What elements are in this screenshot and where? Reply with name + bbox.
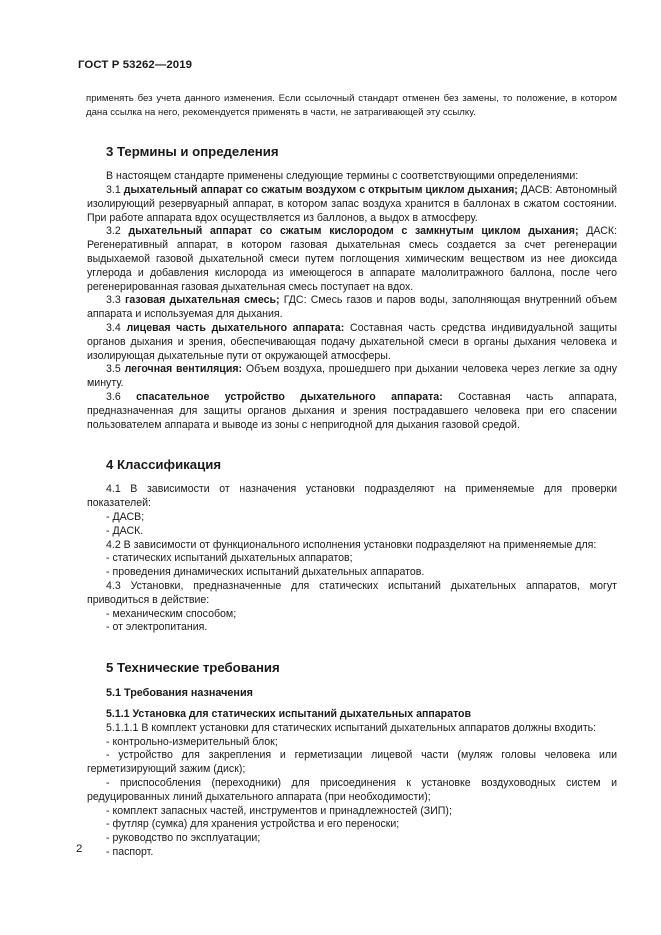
- term-name: дыхательный аппарат со сжатым кислородом с замкнутым циклом дыхания;: [128, 225, 579, 238]
- term-name: лицевая часть дыхательного аппарата:: [126, 321, 345, 334]
- page-content: [87, 92, 617, 860]
- term-definition: Объем воздуха, прошедшего при дыхании человека через легкие за одну минуту.: [87, 363, 617, 390]
- standard-id-header: ГОСТ Р 53262—2019: [78, 59, 193, 71]
- list-item: - ДАСВ;: [106, 510, 145, 523]
- subsection-5-1-1-title: 5.1.1 Установка для статических испытаний дыхательных аппаратов: [106, 708, 472, 721]
- section-3-title: 3 Термины и определения: [106, 144, 279, 160]
- term-name: газовая дыхательная смесь;: [124, 294, 280, 307]
- list-item: - устройство для закрепления и герметизации лицевой части (муляж головы человека или герметизирующий зажим (диск);: [87, 749, 617, 776]
- list-item: - механическим способом;: [106, 607, 237, 620]
- list-item: - паспорт.: [106, 846, 154, 859]
- term-definition: ГДС: Смесь газов и паров воды, заполняющая внутренний объем аппарата и используемая для дыхания.: [87, 294, 617, 321]
- term-definition: Составная часть аппарата, предназначенная для защиты органов дыхания и зрения пострадавшего человека при его спасении пользователем аппарата и выводе из зоны с непригодной для дыхания газовой средой.: [87, 390, 618, 431]
- clause-5-1-1-1: 5.1.1.1 В комплект установки для статических испытаний дыхательных аппаратов должны входить:: [106, 721, 597, 734]
- term-name: дыхательный аппарат со сжатым воздухом с открытым циклом дыхания;: [123, 183, 518, 196]
- term-3-4: 3.4 лицевая часть дыхательного аппарата: Составная часть средства индивидуальной защиты органов дыхания и зрения, обеспечивающая подачу дыхательной смеси в органы дыхания человека и изолирующая дыхательные пути от окружающей атмосферы.: [87, 321, 617, 362]
- list-item: - статических испытаний дыхательных аппаратов;: [106, 552, 353, 565]
- term-3-6: 3.6 спасательное устройство дыхательного аппарата: Составная часть аппарата, предназначенная для защиты органов дыхания и зрения пострадавшего человека при его спасении пользователем аппарата и выводе из зоны с непригодной для дыхания газовой средой.: [87, 390, 618, 431]
- list-item: - от электропитания.: [106, 621, 208, 634]
- intro-paragraph: применять без учета данного изменения. Если ссылочный стандарт отменен без замены, то положение, в котором дана ссылка на него, рекомендуется применять в части, не затрагивающей эту ссылку.: [86, 93, 617, 118]
- list-item: - ДАСК.: [106, 524, 144, 537]
- subsection-5-1-title: 5.1 Требования назначения: [106, 687, 253, 700]
- list-item: - руководство по эксплуатации;: [106, 832, 261, 845]
- section-4-title: 4 Классификация: [106, 457, 222, 473]
- term-3-3: 3.3 газовая дыхательная смесь; ГДС: Смесь газов и паров воды, заполняющая внутренний объем аппарата и используемая для дыхания.: [87, 294, 617, 321]
- clause-4-3: 4.3 Установки, предназначенные для статических испытаний дыхательных аппаратов, могут приводиться в действие:: [87, 579, 617, 606]
- clause-4-2: 4.2 В зависимости от функционального исполнения установки подразделяют на применяемые для:: [106, 538, 597, 551]
- term-3-2: 3.2 дыхательный аппарат со сжатым кислородом с замкнутым циклом дыхания; ДАСК: Регенеративный аппарат, в котором газовая дыхательная смесь создается за счет регенерации выдыхаемой газовой дыхательной смеси путем поглощения химическим веществом из нее диоксида углерода и добавления кислорода из имеющегося в аппарате малолитражного баллона, после чего регенерированная газовая дыхательная смесь поступает на вдох.: [87, 225, 618, 293]
- section-5-title: 5 Технические требования: [106, 660, 280, 676]
- list-item: - контрольно-измерительный блок;: [106, 735, 278, 748]
- term-name: спасательное устройство дыхательного аппарата:: [136, 390, 443, 403]
- term-definition: Составная часть средства индивидуальной защиты органов дыхания и зрения, обеспечивающая подачу дыхательной смеси в органы дыхания человека и изолирующая дыхательные пути от окружающей атмосферы.: [87, 321, 617, 362]
- list-item: - комплект запасных частей, инструментов и принадлежностей (ЗИП);: [106, 804, 452, 817]
- clause-4-1: 4.1 В зависимости от назначения установки подразделяют на применяемые для проверки показателей:: [87, 483, 617, 510]
- term-3-1: 3.1 дыхательный аппарат со сжатым воздухом с открытым циклом дыхания; ДАСВ: Автономный изолирующий резервуарный аппарат, в котором запас воздуха хранится в баллонах в сжатом состоянии. При работе аппарата вдох осуществляется из баллонов, а выдох в атмосферу.: [87, 183, 617, 224]
- list-item: - футляр (сумка) для хранения устройства и его переноски;: [106, 818, 400, 831]
- list-item: - проведения динамических испытаний дыхательных аппаратов.: [106, 566, 425, 579]
- page-number: 2: [76, 843, 83, 855]
- term-name: легочная вентиляция:: [124, 363, 243, 376]
- list-item: - приспособления (переходники) для присоединения к установке воздуховодных систем и редуцированных линий дыхательного аппарата (при необходимости);: [87, 777, 617, 803]
- section-3-intro: В настоящем стандарте применены следующие термины с соответствующими определениями:: [106, 170, 579, 183]
- term-definition: ДАСВ: Автономный изолирующий резервуарный аппарат, в котором запас воздуха хранится в баллонах в сжатом состоянии. При работе аппарата вдох осуществляется из баллонов, а выдох в атмосферу.: [87, 183, 617, 224]
- term-3-5: 3.5 легочная вентиляция: Объем воздуха, прошедшего при дыхании человека через легкие за одну минуту.: [87, 363, 617, 390]
- term-definition: ДАСК: Регенеративный аппарат, в котором газовая дыхательная смесь создается за счет регенерации выдыхаемой газовой дыхательной смеси путем поглощения химическим веществом из нее диоксида углерода и добавления кислорода из имеющегося в аппарате малолитражного баллона, после чего регенерированная газовая дыхательная смесь поступает на вдох.: [87, 225, 618, 293]
